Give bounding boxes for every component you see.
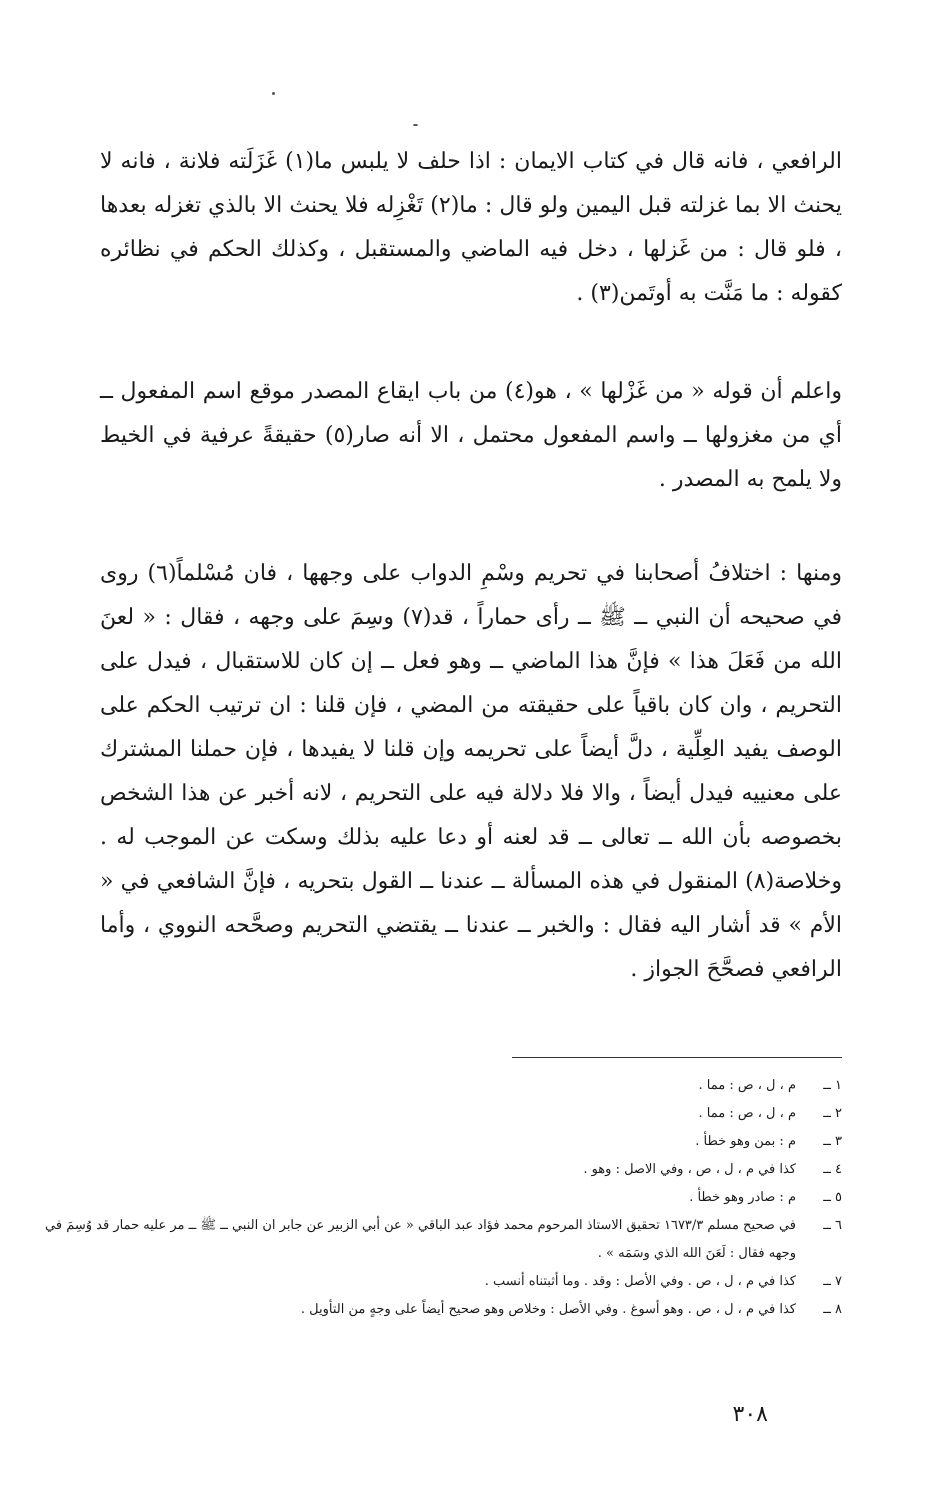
footnote-text: كذا في م ، ل ، ص . وهو أسوغ . وفي الأصل : وخلاص وهو صحيح أيضاً على وجهٍ من التأويل . xyxy=(300,1302,796,1317)
footnote-item xyxy=(42,1128,842,1156)
paragraph-1 xyxy=(100,140,842,316)
footnote-item xyxy=(42,1072,842,1100)
footnote-item xyxy=(42,1296,842,1324)
footnote-number: ٤ ــ xyxy=(823,1162,842,1177)
footnote-item xyxy=(42,1156,842,1184)
footnotes-list xyxy=(42,1072,842,1324)
scan-speck xyxy=(272,92,275,95)
footnote-item xyxy=(42,1184,842,1212)
footnote-item xyxy=(42,1100,842,1128)
footnote-number: ١ ــ xyxy=(823,1078,842,1093)
footnote-number: ٣ ــ xyxy=(823,1134,842,1149)
footnote-text: كذا في م ، ل ، ص ، وفي الاصل : وهو . xyxy=(583,1162,796,1177)
footnote-text: م : بمن وهو خطأ . xyxy=(695,1134,796,1149)
footnote-text: كذا في م ، ل ، ص . وفي الأصل : وقد . وما أثبتناه أنسب . xyxy=(484,1274,796,1289)
footnote-number: ٦ ــ xyxy=(823,1218,842,1233)
page-number: ٣٠٨ xyxy=(732,1402,768,1427)
footnote-number: ٢ ــ xyxy=(823,1106,842,1121)
footnote-number: ٨ ــ xyxy=(823,1302,842,1317)
footnote-number: ٥ ــ xyxy=(823,1190,842,1205)
paragraph-text: واعلم أن قوله « من غَزْلها » ، هو(٤) من باب ايقاع المصدر موقع اسم المفعول ــ أي من مغزولها ــ واسم المفعول محتمل ، الا أنه صار(٥) حقيقةً عرفية في الخيط ولا يلمح به المصدر . xyxy=(100,379,842,492)
paragraph-text: الرافعي ، فانه قال في كتاب الايمان : اذا حلف لا يلبس ما(١) غَزَلَته فلانة ، فانه لا يحنث الا بما غزلته قبل اليمين ولو قال : ما(٢) تَغْزِله فلا يحنث الا بالذي تغزله بعدها ، فلو قال : من غَزلها ، دخل فيه الماضي والمستقبل ، وكذلك الحكم في نظائره كقوله : ما مَنَّت به أوتَمن(٣) . xyxy=(100,149,842,306)
footnote-item xyxy=(42,1268,842,1296)
footnote-number: ٧ ــ xyxy=(823,1274,842,1289)
footnote-text: م ، ل ، ص : مما . xyxy=(698,1106,796,1121)
paragraph-text: ومنها : اختلافُ أصحابنا في تحريم وسْمِ الدواب على وجهها ، فان مُسْلماً(٦) روى في صحيحه أن النبي ــ ﷺ ــ رأى حماراً ، قد(٧) وسِمَ على وجهه ، فقال : « لعنَ الله من فَعَلَ هذا » فإنَّ هذا الماضي ــ وهو فعل ــ إن كان للاستقبال ، فيدل على التحريم ، وان كان باقياً على حقيقته من المضي ، فإن قلنا : ان ترتيب الحكم على الوصف يفيد العِلِّية ، دلَّ أيضاً على تحريمه وإن قلنا لا يفيدها ، فإن حملنا المشترك على معنييه فيدل أيضاً ، والا فلا دلالة فيه على التحريم ، لانه أخبر عن هذا الشخص بخصوصه بأن الله ــ تعالى ــ قد لعنه أو دعا عليه بذلك وسكت عن الموجب له . وخلاصة(٨) المنقول في هذه المسألة ــ عندنا ــ القول بتحريه ، فإنَّ الشافعي في « الأم » قد أشار اليه فقال : والخبر ــ عندنا ــ يقتضي التحريم وصحَّحه النووي ، وأما الرافعي فصحَّحَ الجواز . xyxy=(100,561,843,982)
footnote-text: م : صادر وهو خطأ . xyxy=(689,1190,796,1205)
footnote-item xyxy=(42,1212,842,1268)
footnote-text: م ، ل ، ص : مما . xyxy=(698,1078,796,1093)
footnote-text: في صحيح مسلم ١٦٧٣/٣ تحقيق الاستاذ المرحوم محمد فؤاد عبد الباقي « عن أبي الزبير عن جابر ان النبي ــ ﷺ ــ مر عليه حمار قد وُسِمَ في وجهه فقال : لَعَنَ الله الذي وسَمَه » . xyxy=(45,1218,796,1261)
scan-speck xyxy=(413,124,418,126)
paragraph-3 xyxy=(100,552,842,992)
footnote-divider xyxy=(512,1057,842,1058)
paragraph-2 xyxy=(100,370,842,502)
